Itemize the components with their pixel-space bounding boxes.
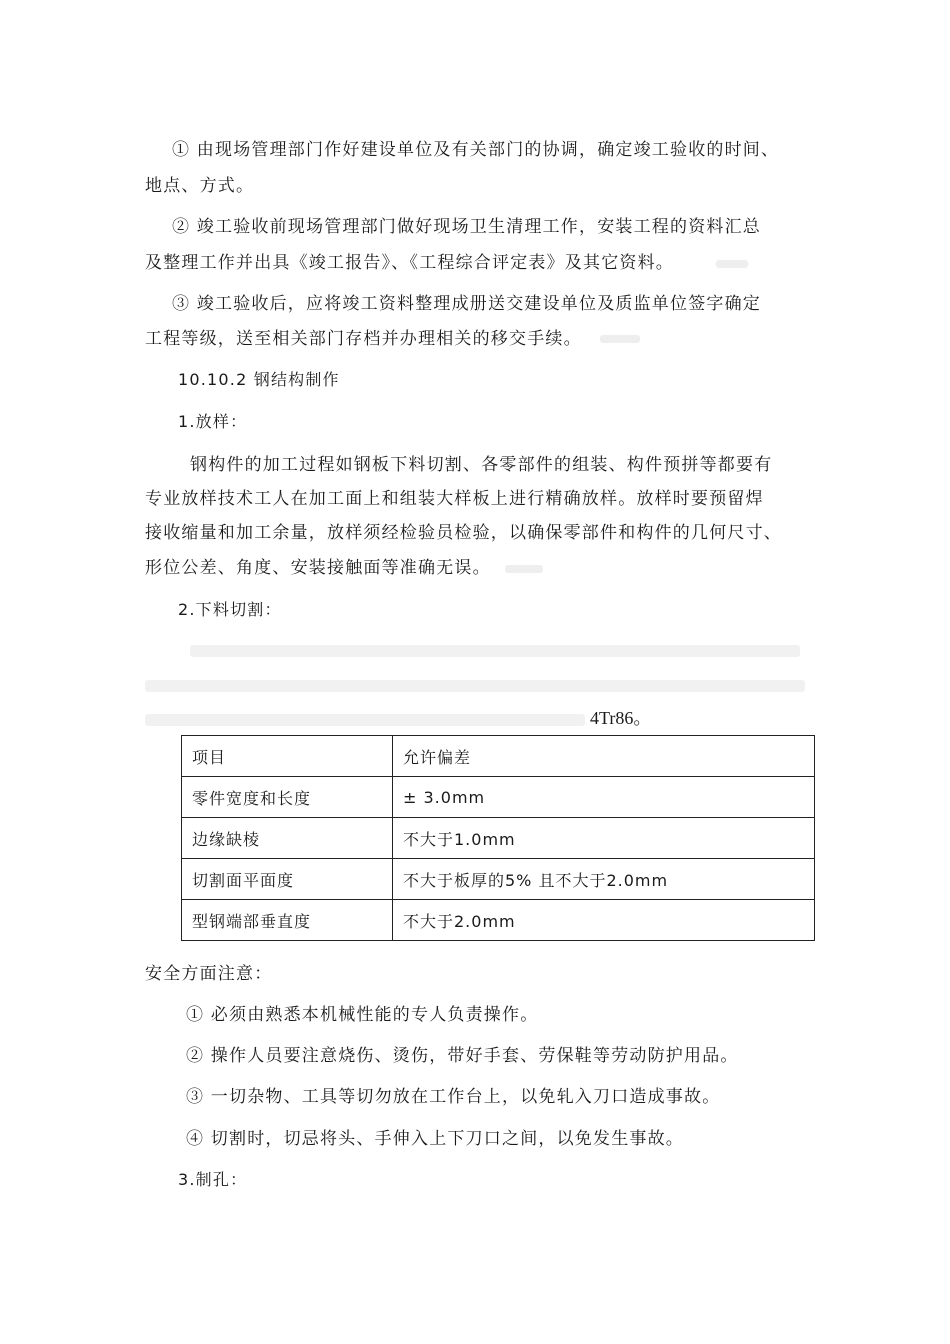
table-cell: ± 3.0mm bbox=[393, 777, 815, 818]
paragraph-1-line-1: ① 由现场管理部门作好建设单位及有关部门的协调，确定竣工验收的时间、 bbox=[172, 140, 780, 160]
subheading-drilling: 3.制孔： bbox=[178, 1170, 248, 1189]
safety-title: 安全方面注意： bbox=[145, 964, 273, 984]
paragraph-3-line-2: 工程等级，送至相关部门存档并办理相关的移交手续。 bbox=[145, 329, 582, 349]
table-row bbox=[182, 900, 815, 941]
subheading-layout: 1.放样： bbox=[178, 412, 248, 431]
paragraph-1-line-2: 地点、方式。 bbox=[145, 176, 255, 196]
table-row bbox=[182, 818, 815, 859]
faint-mark bbox=[600, 335, 640, 343]
safety-item: ① 必须由熟悉本机械性能的专人负责操作。 bbox=[186, 1005, 539, 1025]
code-text: 4Tr86。 bbox=[590, 708, 652, 728]
tolerance-table bbox=[181, 735, 815, 941]
table-cell: 零件宽度和长度 bbox=[182, 777, 393, 818]
table-header-row bbox=[182, 736, 815, 777]
table-row bbox=[182, 777, 815, 818]
table-cell: 边缘缺棱 bbox=[182, 818, 393, 859]
table-cell: 型钢端部垂直度 bbox=[182, 900, 393, 941]
table-cell: 不大于2.0mm bbox=[393, 900, 815, 941]
table-header-cell: 项目 bbox=[182, 736, 393, 777]
body-line-3: 接收缩量和加工余量，放样须经检验员检验，以确保零部件和构件的几何尺寸、 bbox=[145, 523, 782, 543]
table-cell: 不大于1.0mm bbox=[393, 818, 815, 859]
section-heading: 10.10.2 钢结构制作 bbox=[178, 370, 340, 389]
body-line-4: 形位公差、角度、安装接触面等准确无误。 bbox=[145, 558, 491, 578]
paragraph-3-line-1: ③ 竣工验收后，应将竣工资料整理成册送交建设单位及质监单位签字确定 bbox=[172, 294, 762, 314]
safety-item: ② 操作人员要注意烧伤、烫伤，带好手套、劳保鞋等劳动防护用品。 bbox=[186, 1046, 739, 1066]
body-line-2: 专业放样技术工人在加工面上和组装大样板上进行精确放样。放样时要预留焊 bbox=[145, 489, 764, 509]
paragraph-2-line-2: 及整理工作并出具《竣工报告》、《工程综合评定表》及其它资料。 bbox=[145, 253, 674, 273]
faint-mark bbox=[505, 565, 543, 573]
faded-text-line bbox=[145, 680, 805, 692]
table-header-cell: 允许偏差 bbox=[393, 736, 815, 777]
faded-text-line bbox=[190, 645, 800, 657]
table-cell: 切割面平面度 bbox=[182, 859, 393, 900]
safety-item: ④ 切割时，切忌将头、手伸入上下刀口之间，以免发生事故。 bbox=[186, 1129, 685, 1149]
paragraph-2-line-1: ② 竣工验收前现场管理部门做好现场卫生清理工作，安装工程的资料汇总 bbox=[172, 217, 762, 237]
body-line-1: 钢构件的加工过程如钢板下料切割、各零部件的组装、构件预拼等都要有 bbox=[190, 455, 773, 475]
table-row bbox=[182, 859, 815, 900]
faint-mark bbox=[716, 260, 748, 268]
table-cell: 不大于板厚的5% 且不大于2.0mm bbox=[393, 859, 815, 900]
subheading-cutting: 2.下料切割： bbox=[178, 600, 282, 619]
faded-text-line bbox=[145, 714, 585, 726]
safety-item: ③ 一切杂物、工具等切勿放在工作台上，以免轧入刀口造成事故。 bbox=[186, 1087, 721, 1107]
